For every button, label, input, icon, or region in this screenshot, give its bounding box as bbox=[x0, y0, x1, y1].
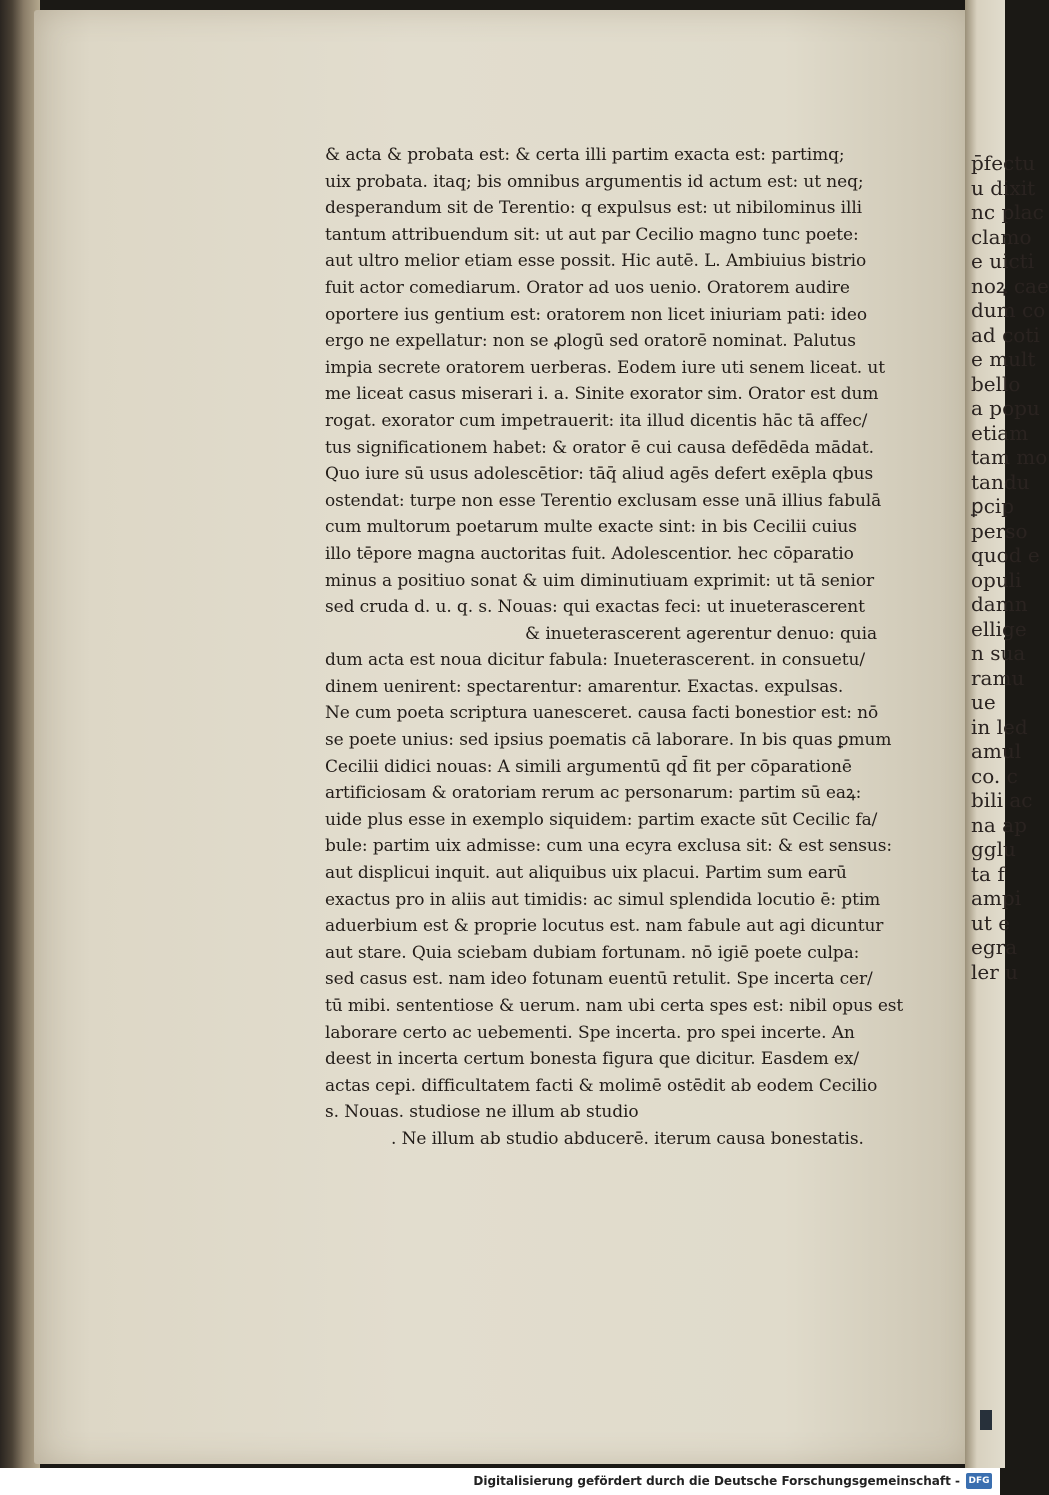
text-line: uide plus esse in exemplo siquidem: partim exacte sūt Cecilic fa/ bbox=[325, 809, 878, 830]
text-line: tū mibi. sententiose & uerum. nam ubi certa spes est: nibil opus est bbox=[325, 996, 904, 1016]
facing-page-fragment: damn bbox=[971, 592, 1028, 616]
facing-page-fragment: gglu bbox=[971, 837, 1016, 861]
text-line: s. Nouas. studiose ne illum ab studio bbox=[325, 1102, 639, 1123]
facing-page-fragment: ut e bbox=[971, 910, 1011, 935]
facing-page-fragment: ler u bbox=[971, 959, 1019, 984]
facing-page-fragment: ellige bbox=[971, 616, 1027, 641]
facing-page-fragment: n sua bbox=[971, 641, 1026, 665]
facing-page-fragment: dum co bbox=[971, 298, 1046, 322]
facing-page-fragment: e mult bbox=[971, 347, 1036, 371]
facing-page-fragment: etiam bbox=[971, 420, 1029, 445]
facing-page-fragment: egra bbox=[971, 935, 1018, 959]
facing-page-fragment: ampi bbox=[971, 886, 1022, 910]
text-line: aut displicui inquit. aut aliquibus uix placui. Partim sum earū bbox=[325, 863, 847, 884]
text-line: sed cruda d. u. q. s. Nouas: qui exactas feci: ut inueterascerent bbox=[325, 597, 865, 618]
text-line: Ne cum poeta scriptura uanesceret. causa facti bonestior est: nō bbox=[325, 703, 879, 724]
facing-page-fragment: tandu bbox=[971, 469, 1030, 494]
text-line: tantum attribuendum sit: ut aut par Cecilio magno tunc poete: bbox=[325, 224, 859, 245]
text-line: tus significationem habet: & orator ē cui causa defēdēda mādat. bbox=[325, 437, 874, 458]
text-line: minus a positiuo sonat & uim diminutiuam exprimit: ut tā senior bbox=[325, 570, 875, 591]
facing-page-fragment: ta f bbox=[971, 861, 1005, 886]
facing-page-fragment: tam mo bbox=[971, 445, 1048, 469]
facing-page-fragment: bili ac bbox=[971, 788, 1033, 812]
text-line: me liceat casus miserari i. a. Sinite exorator sim. Orator est dum bbox=[325, 384, 879, 405]
facing-page-fragment: opuli bbox=[971, 567, 1022, 592]
facing-page-fragment: noꝝ cae bbox=[971, 273, 1049, 298]
text-line: artificiosam & oratoriam rerum ac personarum: partim sū eaꝝ: bbox=[325, 783, 862, 804]
facing-page-fragment: na ap bbox=[971, 812, 1027, 837]
dfg-logo-icon: DFG bbox=[966, 1473, 992, 1489]
text-line: aut ultro melior etiam esse possit. Hic autē. L. Ambiuius bistrio bbox=[325, 251, 867, 272]
text-line: dinem uenirent: spectarentur: amarentur. Exactas. expulsas. bbox=[325, 676, 844, 697]
facing-page-fragment: clamo bbox=[971, 224, 1032, 249]
facing-page-fragment: nc plac bbox=[971, 200, 1044, 224]
facing-page-fragment: ramu bbox=[971, 665, 1025, 690]
text-line: dum acta est noua dicitur fabula: Inueterascerent. in consuetu/ bbox=[325, 650, 865, 671]
facing-page-fragment: u dixit bbox=[971, 175, 1036, 200]
facing-page-fragment: ad coti bbox=[971, 322, 1040, 347]
text-line: ostendat: turpe non esse Terentio exclusam esse unā illius fabulā bbox=[325, 490, 882, 511]
text-line: fuit actor comediarum. Orator ad uos uenio. Oratorem audire bbox=[325, 277, 850, 298]
text-line: & acta & probata est: & certa illi partim exacta est: partimq; bbox=[325, 145, 845, 165]
text-line: bule: partim uix admisse: cum una ecyra exclusa sit: & est sensus: bbox=[325, 836, 893, 857]
text-line: sed casus est. nam ideo fotunam euentū retulit. Spe incerta cer/ bbox=[325, 969, 873, 990]
text-line-indented: & inueterascerent agerentur denuo: quia bbox=[525, 623, 877, 644]
facing-page-fragment: ue bbox=[971, 690, 996, 714]
facing-page-fragment: perso bbox=[971, 518, 1028, 543]
facing-page-fragment: co. c bbox=[971, 763, 1018, 788]
facing-page-fragment: ꝑcip bbox=[971, 494, 1015, 518]
text-line: deest in incerta certum bonesta figura que dicitur. Easdem ex/ bbox=[325, 1049, 860, 1070]
corner-color-mark bbox=[980, 1410, 992, 1430]
text-line: oportere ius gentium est: oratorem non licet iniuriam pati: ideo bbox=[325, 304, 867, 325]
text-line: desperandum sit de Terentio: q expulsus est: ut nibilominus illi bbox=[325, 198, 863, 219]
text-line: Cecilii didici nouas: A simili argumentū qd̄ fit per cōparationē bbox=[325, 756, 852, 777]
text-line: ergo ne expellatur: non se ꝓlogū sed oratorē nominat. Palutus bbox=[325, 331, 856, 352]
footer-credit-text: Digitalisierung gefördert durch die Deutsche Forschungsgemeinschaft - bbox=[473, 1474, 960, 1488]
text-line-indented: . Ne illum ab studio abducerē. iterum causa bonestatis. bbox=[391, 1128, 864, 1149]
text-line: uix probata. itaq; bis omnibus argumentis id actum est: ut neq; bbox=[325, 171, 864, 192]
text-line: rogat. exorator cum impetrauerit: ita illud dicentis hāc tā affec/ bbox=[325, 410, 868, 431]
text-line: cum multorum poetarum multe exacte sint: in bis Cecilii cuius bbox=[325, 517, 857, 538]
digitization-footer bbox=[0, 1468, 1000, 1495]
facing-page-fragment: a popu bbox=[971, 396, 1040, 420]
text-line: illo tēpore magna auctoritas fuit. Adolescentior. hec cōparatio bbox=[325, 543, 854, 564]
facing-page-fragment: e uicti bbox=[971, 249, 1035, 273]
text-line: aduerbium est & proprie locutus est. nam fabule aut agi dicuntur bbox=[325, 916, 884, 937]
text-line: aut stare. Quia sciebam dubiam fortunam. nō igiē poete culpa: bbox=[325, 942, 860, 963]
facing-page-fragment: quod e bbox=[971, 543, 1040, 567]
text-line: actas cepi. difficultatem facti & molimē ostēdit ab eodem Cecilio bbox=[325, 1075, 878, 1096]
incunable-text-block bbox=[325, 142, 904, 1153]
text-line: impia secrete oratorem uerberas. Eodem iure uti senem liceat. ut bbox=[325, 357, 885, 378]
facing-page-edge bbox=[965, 0, 1049, 1468]
facing-page-fragment: bello bbox=[971, 371, 1021, 396]
text-line: exactus pro in aliis aut timidis: ac simul splendida locutio ē: ptim bbox=[325, 889, 881, 910]
facing-page-fragment: p̄fectu bbox=[971, 151, 1036, 175]
facing-page-fragment: in led bbox=[971, 714, 1028, 739]
text-line: laborare certo ac uebementi. Spe incerta. pro spei incerte. An bbox=[325, 1022, 855, 1043]
text-line: se poete unius: sed ipsius poematis cā laborare. In bis quas ꝑmum bbox=[325, 730, 892, 751]
facing-page-fragment: amul bbox=[971, 739, 1022, 763]
text-line: Quo iure sū usus adolescētior: tāq̄ aliud agēs defert exēpla qbus bbox=[325, 464, 874, 485]
